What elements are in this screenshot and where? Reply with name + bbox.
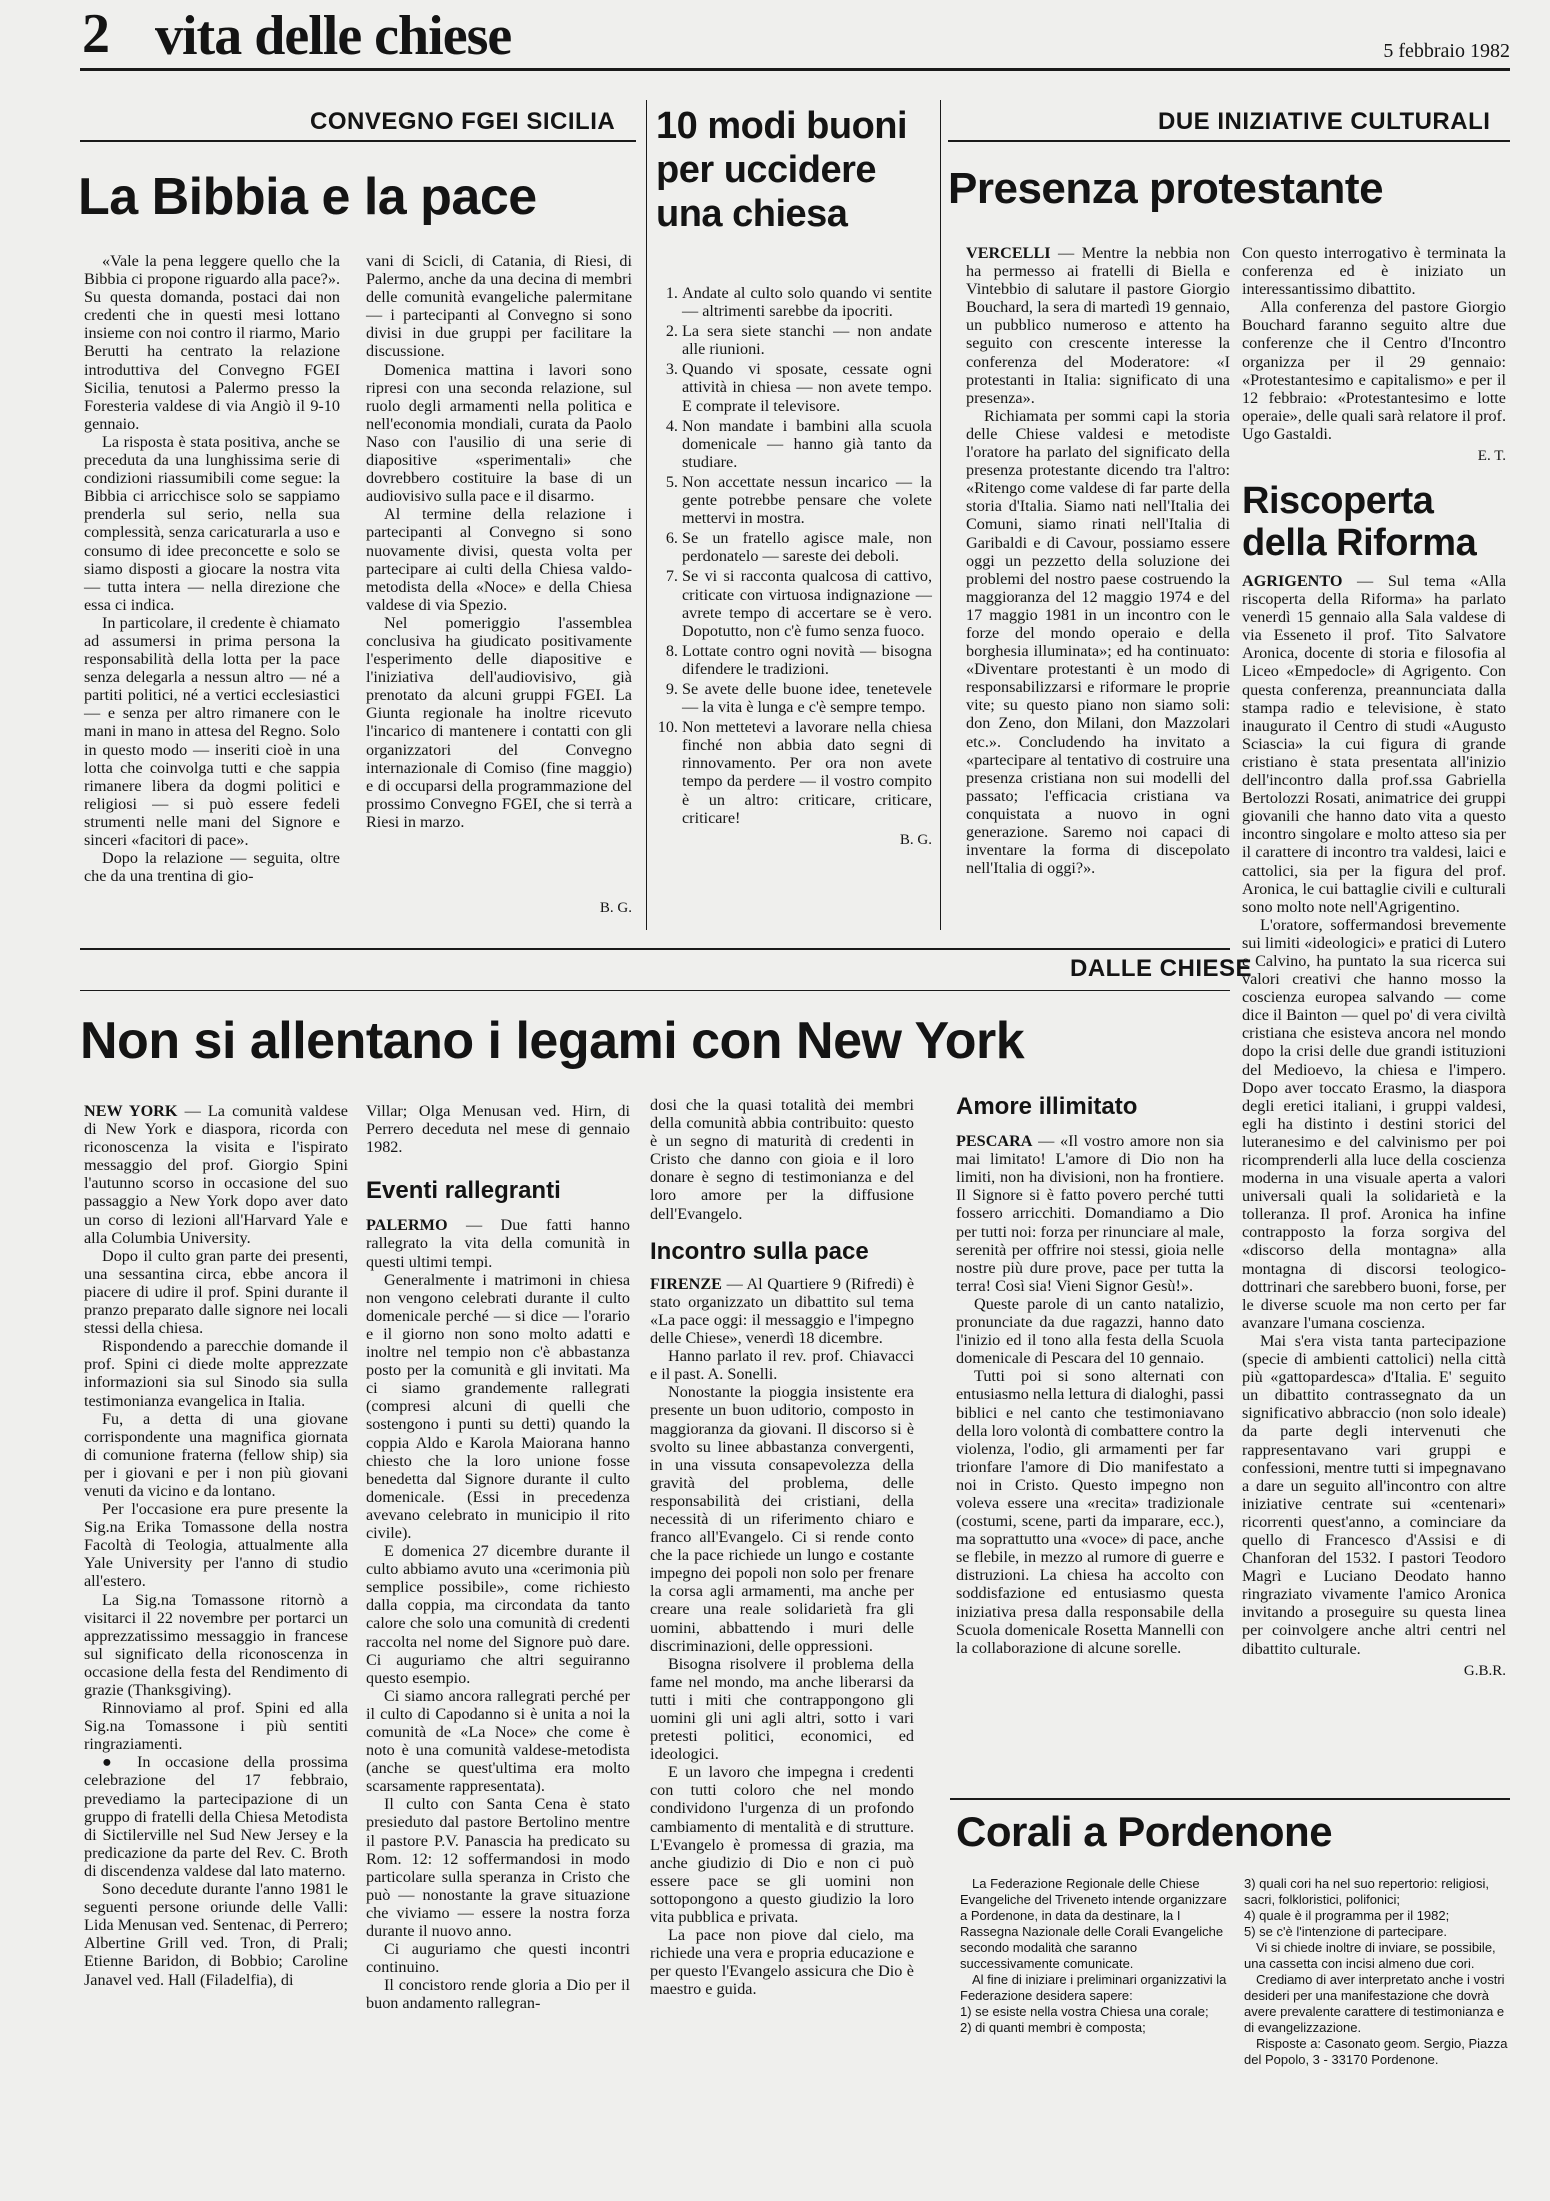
paragraph: Villar; Olga Menusan ved. Hirn, di Perrero deceduta nel mese di gennaio 1982. [366, 1102, 630, 1157]
paragraph-text: — Due fatti hanno rallegrato la vita della comunità in questi ultimi tempi. [366, 1216, 630, 1271]
list-item: 8. Lottate contro ogni novità — bisogna difendere le tradizioni. [682, 642, 932, 678]
paragraph: Dopo il culto gran parte dei presenti, una sessantina circa, ebbe ancora il piacere di udire il prof. Spini durante il pranzo preparato dalle signore nei locali stessi della chiesa. [84, 1246, 348, 1338]
paragraph: Per l'occasione era pure presente la Sig.na Erika Tomassone della nostra Facoltà di Teologia, attualmente alla Yale University per l'anno di studio all'estero. [84, 1500, 348, 1591]
paragraph: Queste parole di un canto natalizio, pronunciate da due ragazzi, hanno dato l'inizio ed il tono alla festa della Scuola domenicale di Pescara del 10 gennaio. [956, 1294, 1224, 1368]
subheading: Incontro sulla pace [650, 1237, 869, 1265]
paragraph [366, 1216, 630, 1270]
corali-col1 [960, 1876, 1228, 2036]
dateline: FIRENZE [650, 1274, 722, 1293]
paragraph: Dopo la relazione — seguita, oltre che da una trentina di gio- [84, 849, 340, 886]
dateline: AGRIGENTO [1242, 572, 1343, 590]
subheading: Eventi rallegranti [366, 1177, 561, 1205]
paragraph: E domenica 27 dicembre durante il culto abbiamo avuto una «cerimonia più semplice possibile», come richiesto dalla coppia, ma circondata da tanto calore che solo una comunità di credenti raccolta nel nome del Signore può dare. Ci auguriamo che altri seguiranno questo esempio. [366, 1542, 630, 1687]
paragraph: 3) quali cori ha nel suo repertorio: religiosi, sacri, folkloristici, polifonici; [1244, 1876, 1489, 1907]
signature: B. G. [899, 831, 932, 848]
kicker-rule [80, 140, 636, 142]
paragraph: L'oratore, soffermandosi brevemente sui limiti «ideologici» e pratici di Lutero e Calvino, ha puntato la sua ricerca sui valori creativi che hanno mosso la coscienza europea salvando — come dice il Bainton — quel po' di vera civiltà cristiana che esisteva ancora nel mondo dopo la crisi delle due grandi istituzioni del Medioevo, la chiesa e l'impero. Dopo aver toccato Erasmo, la diaspora degli eretici italiani, i gruppi valdesi, egli ha distinto i destini storici del luteranesimo e del calvinismo per poi ricomprenderli alla luce della coscienza moderna in una visuale aperta a valori universali quali la solidarietà e la tolleranza. Il prof. Aronica ha infine contrapposto la forza sorgiva del «discorso della montagna» alla montagna di discorsi teologico-dottrinari che sarebbero buoni, forse, per le diverse scuole ma non certo per far avanzare l'umana coscienza. [1242, 915, 1506, 1332]
column-divider [940, 100, 941, 930]
list-item: 2. La sera siete stanchi — non andate alle riunioni. [682, 322, 932, 358]
paragraph: Il culto con Santa Cena è stato presieduto dal pastore Bertolino mentre il pastore P.V. Panascia ha predicato su Rom. 12: 12 soffermandosi in modo particolare sulla speranza in Cristo che può — nonostante la grave situazione che viviamo — essere la nostra forza durante il nuovo anno. [366, 1795, 630, 1941]
dieci-title: 10 modi buoni per uccidere una chiesa [656, 105, 908, 235]
paragraph: Hanno parlato il rev. prof. Chiavacci e il past. A. Sonelli. [650, 1347, 914, 1384]
signature: B. G. [599, 900, 632, 916]
paragraph: 1) se esiste nella vostra Chiesa una corale; [960, 2004, 1209, 2019]
signature: G.B.R. [1463, 1662, 1506, 1679]
list-item: 5. Non accettate nessun incarico — la gente potrebbe pensare che volete mettervi in mostra. [682, 473, 932, 527]
newyork-col2 [366, 1102, 630, 2013]
section-rule [950, 1798, 1510, 1800]
page-number: 2 [82, 3, 110, 65]
paragraph: Rispondendo a parecchie domande il prof. Spini ci diede molte apprezzate informazioni sia sul Sinodo sia sulla testimonianza evangelica in Italia. [84, 1337, 348, 1410]
paragraph: Tutti poi si sono alternati con entusiasmo nella lettura di dialoghi, passi biblici e nel canto che testimoniavano della loro volontà di combattere contro la violenza, l'odio, gli armamenti per far trionfare l'amore di Dio manifestato a noi in Cristo. Questo impegno non voleva essere una «recita» tradizionale (costumi, scene, parti da imparare, ecc.), ma soprattutto una «voce» di pace, anche se flebile, in mezzo al rumore di guerre e distruzioni. La chiesa ha accolto con soddisfazione ed entusiasmo questa iniziativa presa dalla responsabile della Scuola domenicale Rosetta Mannelli con la collaborazione di alcune sorelle. [956, 1367, 1224, 1657]
paragraph: 2) di quanti membri è composta; [960, 2020, 1146, 2035]
newyork-kicker: DALLE CHIESE [1070, 955, 1253, 982]
presenza-kicker: DUE INIZIATIVE CULTURALI [1158, 108, 1491, 135]
dieci-list [656, 284, 932, 849]
list-item: 3. Quando vi sposate, cessate ogni attività in chiesa — non avete tempo. E comprate il televisore. [682, 360, 932, 414]
dateline: NEW YORK [84, 1102, 178, 1120]
bibbia-signature-wrap [366, 896, 632, 917]
paragraph-text: — Sul tema «Alla riscoperta della Riforma» ha parlato venerdì 15 gennaio alla Sala valdese di via Esseneto il prof. Tito Salvatore Aronica, docente di storia e filosofia al Liceo «Empedocle» di Agrigento. Con questa conferenza, preannunciata dalla stampa radio e televisione, è stato inaugurato il Centro di studi «Augusto Sciascia» la cui figura di grande cristiano è stata presentata all'inizio dell'incontro dalla prof.ssa Gabriella Bertolozzi Rosati, animatrice dei gruppi giovanili che hanno dato vita a questo incontro singolare e molto atteso sia per il carattere di incontro tra valdesi, laici e cattolici, sia per la figura del prof. Aronica, le cui battaglie civili e culturali sono molto note nell'Agrigentino. [1242, 572, 1507, 916]
paragraph: dosi che la quasi totalità dei membri della comunità abbia contribuito: questo è un segno di maturità di credenti in Cristo che danno con gioia e il loro donare è segno di testimonianza e del loro amore per la diffusione dell'Evangelo. [650, 1096, 914, 1223]
bibbia-col1 [84, 252, 340, 885]
paragraph: ● In occasione della prossima celebrazione del 17 febbraio, prevediamo la partecipazione di un gruppo di fratelli della Chiesa Metodista di Sictilerville nel Sud New Jersey e la predicazione da parte del Rev. C. Broth di discendenza valdese dal lato materno. [84, 1753, 348, 1880]
masthead-rule [80, 68, 1510, 71]
dateline: PESCARA [956, 1132, 1033, 1151]
kicker-rule [948, 140, 1510, 142]
paragraph-text: — «Il vostro amore non sia mai limitato! L'amore di Dio non ha limiti, non ha divisioni, non ha frontiere. Il Signore si è fatto povero perché tutti fossero arricchiti. Domandiamo a Dio per tutti noi: forza per rinunciare al male, serenità per offrire noi stessi, gioia nelle nostre più dure prove, pace per tutta la terra! Così sia! Vieni Signor Gesù!». [956, 1132, 1224, 1295]
column-divider [646, 100, 647, 930]
paragraph [966, 244, 1230, 407]
paragraph: Al fine di iniziare i preliminari organizzativi la Federazione desidera sapere: [960, 1972, 1227, 2003]
paragraph: Con questo interrogativo è terminata la conferenza ed è iniziato un interessantissimo dibattito. [1242, 244, 1506, 299]
dateline: PALERMO [366, 1216, 448, 1235]
paragraph: Al termine della relazione i partecipanti al Convegno si sono nuovamente divisi, questa volta per partecipare ai culti della Chiesa valdo-metodista della «Noce» e della Chiesa valdese di via Spezio. [366, 505, 632, 614]
issue-date: 5 febbraio 1982 [1383, 40, 1510, 62]
paragraph: Risposte a: Casonato geom. Sergio, Piazza del Popolo, 3 - 33170 Pordenone. [1244, 2036, 1508, 2067]
bibbia-kicker: CONVEGNO FGEI SICILIA [310, 108, 616, 135]
list-item: 1. Andate al culto solo quando vi sentite — altrimenti sarebbe da ipocriti. [682, 284, 932, 320]
newyork-col3 [650, 1096, 914, 1999]
paragraph: E un lavoro che impegna i credenti con tutti coloro che nel mondo condividono l'urgenza di un profondo cambiamento di mentalità e di strutture. L'Evangelo è promessa di grazia, ma anche giudizio di Dio e non ci può essere pace se gli uomini non sottopongono a questo giudizio la loro vita pubblica e privata. [650, 1763, 914, 1927]
paragraph: La Federazione Regionale delle Chiese Evangeliche del Triveneto intende organizzare a Pordenone, in data da destinare, la I Rassegna Nazionale delle Corali Evangeliche secondo modalità che saranno successivamente comunicate. [960, 1876, 1227, 1971]
riscoperta-col [1242, 572, 1506, 1680]
paragraph: 5) se c'è l'intenzione di partecipare. [1244, 1924, 1447, 1939]
paragraph-text: — Mentre la nebbia non ha permesso ai fratelli di Biella e Vintebbio di salutare il pastore Giorgio Bouchard, la sera di martedì 19 gennaio, un pubblico numeroso e attento ha seguito con crescente interesse la conferenza del Moderatore: «I protestanti in Italia: significato di una presenza». [966, 244, 1231, 407]
paragraph: Ci auguriamo che questi incontri continuino. [366, 1940, 630, 1977]
paragraph: Nonostante la pioggia insistente era presente un buon uditorio, composto in maggioranza da giovani. Il discorso si è svolto su linee abbastanza convergenti, in una vissuta consapevolezza della gravità del problema, delle responsabilità dei cristiani, della necessità di un riferimento chiaro e franco all'Evangelo. Ci si rende conto che la pace richiede un lungo e costante impegno dei popoli non solo per frenare la corsa agli armamenti, ma anche per creare una reale solidarietà fra gli uomini, abbattendo i muri delle discriminazioni, delle oppressioni. [650, 1383, 914, 1655]
corali-title: Corali a Pordenone [956, 1808, 1333, 1855]
bibbia-col2 [366, 252, 632, 831]
list-item: 7. Se vi si racconta qualcosa di cattivo, criticate con virtuosa indignazione — avrete tempo di accertare se è vero. Dopotutto, non c'è fumo senza fuoco. [682, 567, 932, 639]
paragraph: Richiamata per sommi capi la storia delle Chiese valdesi e metodiste l'oratore ha parlato del significato della presenza protestante dicendo tra l'altro: «Ritengo come valdese di far parte della storia d'Italia. Siamo nati nell'Italia dei Comuni, siamo rinati nell'Italia di Garibaldi e di Cavour, possiamo essere oggi un pezzetto della soluzione dei problemi del nostro paese costruendo la maggioranza del 12 maggio 1974 e del 17 maggio 1981 in un incontro con le forze del mondo operaio e della borghesia illuminata»; ed ha continuato: «Diventare protestanti è un modo di responsabilizzarsi e riformare le proprie vite; su questo piano non siamo soli: don Zeno, don Milani, don Mazzolari etc.». Concludendo ha invitato a «partecipare al tentativo di costruire una presenza cristiana non sui modelli del passato; l'efficacia cristiana va conquistata a nuovo in ogni generazione. Saremo noi capaci di inventare la forma di discepolato nell'Italia di oggi?». [966, 406, 1230, 878]
newyork-col1 [84, 1102, 348, 1989]
presenza-col1 [966, 244, 1230, 877]
dateline: VERCELLI [966, 244, 1051, 262]
paragraph: Sono decedute durante l'anno 1981 le seguenti persone oriunde delle Valli: Lida Menusan ved. Sentenac, di Perrero; Albertine Grill ved. Tron, di Prali; Etienne Baridon, di Bobbio; Caroline Janavel ved. Hall (Filadelfia), di [84, 1880, 348, 1989]
presenza-title: Presenza protestante [948, 164, 1384, 213]
section-title: vita delle chiese [155, 5, 512, 67]
subheading: Amore illimitato [956, 1093, 1138, 1120]
paragraph: La Sig.na Tomassone ritornò a visitarci il 22 novembre per portarci un apprezzatissimo messaggio in francese sul significato della riconoscenza in occasione della festa del Rendimento di grazie (Thanksgiving). [84, 1590, 348, 1699]
section-rule [80, 948, 1230, 950]
paragraph: Crediamo di aver interpretato anche i vostri desideri per una manifestazione che dovrà avere prevalente carattere di testimonianza e di evangelizzazione. [1244, 1972, 1505, 2035]
paragraph: Alla conferenza del pastore Giorgio Bouchard faranno seguito altre due conferenze che il Centro d'Incontro organizza per il 29 gennaio: «Protestantesimo e capitalismo» e per il 12 febbraio: «Protestantesimo e lotte operaie», delle quali sarà relatore il prof. Ugo Gastaldi. [1242, 298, 1506, 443]
paragraph: Bisogna risolvere il problema della fame nel mondo, ma anche liberarsi da tutti i miti che contrappongono gli uomini gli uni agli altri, sotto i vari pretesti politici, economici, ed ideologici. [650, 1654, 914, 1764]
presenza-col2 [1242, 244, 1506, 465]
paragraph [84, 1102, 348, 1247]
paragraph: vani di Scicli, di Catania, di Riesi, di Palermo, anche da una decina di membri delle comunità evangeliche palermitane — i partecipanti al Convegno si sono divisi in due gruppi per facilitare la discussione. [366, 252, 632, 361]
paragraph: «Vale la pena leggere quello che la Bibbia ci propone riguardo alla pace?». Su questa domanda, postaci dai non credenti che in questi mesi lottano insieme con noi contro il riarmo, Mario Berutti ha centrato la relazione introduttiva del Convegno FGEI Sicilia, tenutosi a Palermo presso la Foresteria valdese di via Angiò il 9-10 gennaio. [84, 252, 340, 433]
paragraph [956, 1132, 1224, 1295]
newyork-title: Non si allentano i legami con New York [80, 1012, 1025, 1070]
paragraph: Fu, a detta di una giovane corrispondente una magnifica giornata di comunione fraterna (fellow ship) sia per i giovani e per i non più giovani venuti da vicino e da lontano. [84, 1409, 348, 1500]
paragraph: Vi si chiede inoltre di inviare, se possibile, una cassetta con incisi almeno due cori. [1244, 1940, 1496, 1971]
paragraph: La risposta è stata positiva, anche se preceduta da una lunghissima serie di condizioni riassumibili come segue: la Bibbia ci arricchisce solo se sappiamo prenderla sul serio, nella sua complessità, senza caricaturarla a uso e consumo di idee preconcette e solo se siamo disposti a giocare la nostra vita — tutta intera — nella direzione che essa ci indica. [84, 432, 340, 614]
paragraph [1242, 572, 1506, 916]
list-item: 9. Se avete delle buone idee, tenetevele — la vita è lunga e c'è sempre tempo. [682, 680, 932, 716]
paragraph: Il concistoro rende gloria a Dio per il buon andamento rallegran- [366, 1976, 630, 2013]
bibbia-title: La Bibbia e la pace [78, 168, 537, 226]
riscoperta-title: Riscoperta della Riforma [1242, 480, 1477, 564]
list-item: 6. Se un fratello agisce male, non perdonatelo — sareste dei deboli. [682, 529, 932, 565]
paragraph: Rinnoviamo al prof. Spini ed alla Sig.na Tomassone i più sentiti ringraziamenti. [84, 1699, 348, 1754]
paragraph: La pace non piove dal cielo, ma richiede una vera e propria educazione e per questo l'Evangelo assicura che Dio è maestro e guida. [650, 1926, 914, 1999]
paragraph [650, 1275, 914, 1347]
list-item: 4. Non mandate i bambini alla scuola domenicale — hanno già tanto da studiare. [682, 417, 932, 471]
section-rule [80, 990, 1230, 991]
paragraph: In particolare, il credente è chiamato ad assumersi in prima persona la responsabilità della lotta per la pace senza delegarla a nessun altro — né a partiti politici, né a vertici ecclesiastici — e senza per altro rimanere con le mani in mano in attesa del Regno. Solo in questo modo — inseriti cioè in una lotta che coinvolga tutti e che sappia rimanere libera da dogmi politici e religiosi — si può essere fedeli strumenti nelle mani del Signore e sinceri «facitori di pace». [84, 613, 340, 849]
corali-col2 [1244, 1876, 1512, 2068]
paragraph: Generalmente i matrimoni in chiesa non vengono celebrati durante il culto domenicale perché — si dice — l'orario e il giorno non sono molto adatti e inoltre nel tempio non c'è abbastanza posto per la comunità e gli invitati. Ma ci siamo grandemente rallegrati (compresi alcuni di quelli che sostengono i punti su detti) quando la coppia Aldo e Karola Maiorana hanno chiesto che la loro unione fosse benedetta dal Signore durante il culto domenicale. (Essi in precedenza avevano celebrato in municipio il rito civile). [366, 1270, 630, 1542]
paragraph-text: — Al Quartiere 9 (Rifredi) è stato organizzato un dibattito sul tema «La pace oggi: il messaggio e l'impegno delle Chiese», venerdì 18 dicembre. [650, 1274, 914, 1348]
signature: E. T. [1477, 448, 1506, 465]
paragraph-text: — La comunità valdese di New York e diaspora, ricorda con riconoscenza la visita e l'ispirato messaggio del prof. Giorgio Spini l'autunno scorso in occasione del suo passaggio a New York dopo aver dato un corso di lezioni all'Harvard Yale e alla Columbia University. [84, 1102, 348, 1247]
paragraph: Nel pomeriggio l'assemblea conclusiva ha giudicato positivamente l'esperimento delle diapositive e l'iniziativa dell'audiovisivo, già prenotato da alcuni gruppi FGEI. La Giunta regionale ha inoltre ricevuto l'incarico di mantenere i contatti con gli organizzatori del Convegno internazionale di Comiso (fine maggio) e di occuparsi della programmazione del prossimo Convegno FGEI, che si terrà a Riesi in marzo. [366, 613, 632, 831]
paragraph: Ci siamo ancora rallegrati perché per il culto di Capodanno si è unita a noi la comunità de «La Noce» che come è noto è una comunità valdese-metodista (anche se quest'ultima era molto scarsamente rappresentata). [366, 1686, 630, 1796]
paragraph: 4) quale è il programma per il 1982; [1244, 1908, 1450, 1923]
paragraph: Domenica mattina i lavori sono ripresi con una seconda relazione, sul ruolo degli armamenti nella politica e nell'economia mondiali, curata da Paolo Naso con l'ausilio di una serie di diapositive «sperimentali» che dovrebbero costituire la base di un audiovisivo sulla pace e il disarmo. [366, 360, 632, 506]
newyork-col4 [956, 1093, 1224, 1657]
paragraph: Mai s'era vista tanta partecipazione (specie di ambienti cattolici) nella città più «gattopardesca» d'Italia. E' seguito un dibattito contrassegnato da un significativo abbraccio (non solo ideale) da parte degli intervenuti che rappresentavano vari gruppi e confessioni, mentre tutti si impegnavano a dare un seguito all'incontro con altre iniziative centrate sui «centenari» ricorrenti quest'anno, a cominciare da quello di Francesco d'Assisi e di Chanforan del 1532. I pastori Teodoro Magrì e Luciano Deodato hanno ringraziato vivamente l'amico Aronica invitando a proseguire su questa linea per coinvolgere anche altri centri nel dibattito culturale. [1242, 1331, 1506, 1658]
list-item: 10. Non mettetevi a lavorare nella chiesa finché non abbia dato segni di rinnovamento. Per ora non avete tempo da perdere — il vostro compito è un altro: criticare, criticare, criticare! [682, 718, 932, 827]
